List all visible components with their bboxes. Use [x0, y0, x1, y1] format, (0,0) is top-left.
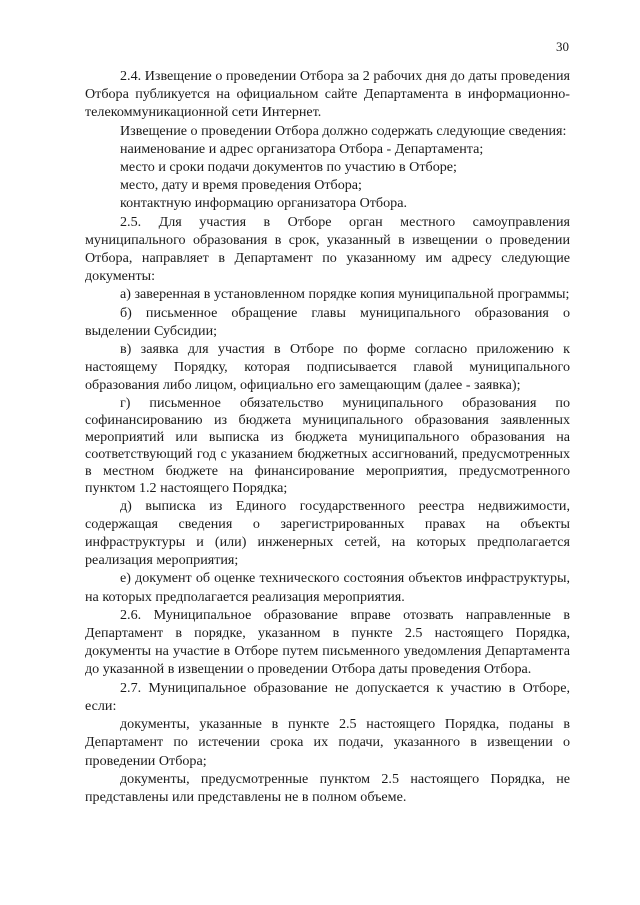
list-item: место, дату и время проведения Отбора;	[120, 177, 362, 194]
list-item-e: е) документ об оценке технического состояния объектов инфраструктуры, на которых предполагается реализация мероприятия.	[85, 570, 570, 605]
paragraph-2-4: 2.4. Извещение о проведении Отбора за 2 рабочих дня до даты проведения Отбора публикуется на официальном сайте Департамента в информационно-телекоммуникационной сети Интернет.	[85, 68, 570, 121]
list-item-v: в) заявка для участия в Отборе по форме согласно приложению к настоящему Порядку, которая подписывается главой муниципального образования либо лицом, официально его замещающим (далее - заявка);	[85, 341, 570, 394]
list-item-a: а) заверенная в установленном порядке копия муниципальной программы;	[120, 286, 570, 303]
list-item: место и сроки подачи документов по участию в Отборе;	[120, 159, 457, 176]
paragraph-notice-contents: Извещение о проведении Отбора должно содержать следующие сведения:	[120, 122, 567, 139]
list-item: наименование и адрес организатора Отбора - Департамента;	[120, 140, 484, 157]
list-item: документы, предусмотренные пунктом 2.5 настоящего Порядка, не представлены или представлены не в полном объеме.	[85, 770, 570, 805]
list-item-g: г) письменное обязательство муниципального образования по софинансированию из бюджета муниципального образования заявленных мероприятий или выписка из бюджета муниципального образования на соответствующий год с указанием бюджетных ассигнований, предусмотренных в местном бюджете на финансирование мероприятия, предусмотренного пунктом 1.2 настоящего Порядка;	[85, 394, 570, 496]
paragraph-2-6: 2.6. Муниципальное образование вправе отозвать направленные в Департамент в порядке, указанном в пункте 2.5 настоящего Порядка, документы на участие в Отборе путем письменного уведомления Департамента до указанной в извещении о проведении Отбора даты проведения Отбора.	[85, 606, 570, 678]
paragraph-2-7: 2.7. Муниципальное образование не допускается к участию в Отборе, если:	[85, 679, 570, 714]
document-body	[85, 67, 570, 806]
list-item: документы, указанные в пункте 2.5 настоящего Порядка, поданы в Департамент по истечении срока их подачи, указанного в извещении о проведении Отбора;	[85, 716, 570, 769]
list-item: контактную информацию организатора Отбора.	[120, 195, 407, 212]
list-item-b: б) письменное обращение главы муниципального образования о выделении Субсидии;	[85, 304, 570, 339]
paragraph-2-5: 2.5. Для участия в Отборе орган местного самоуправления муниципального образования в срок, указанный в извещении о проведении Отбора, направляет в Департамент по указанному им адресу следующие документы:	[85, 213, 570, 285]
list-item-d: д) выписка из Единого государственного реестра недвижимости, содержащая сведения о зарегистрированных правах на объекты инфраструктуры и (или) инженерных сетей, на которых предполагается реализация мероприятия;	[85, 497, 570, 569]
page-number: 30	[556, 39, 569, 54]
